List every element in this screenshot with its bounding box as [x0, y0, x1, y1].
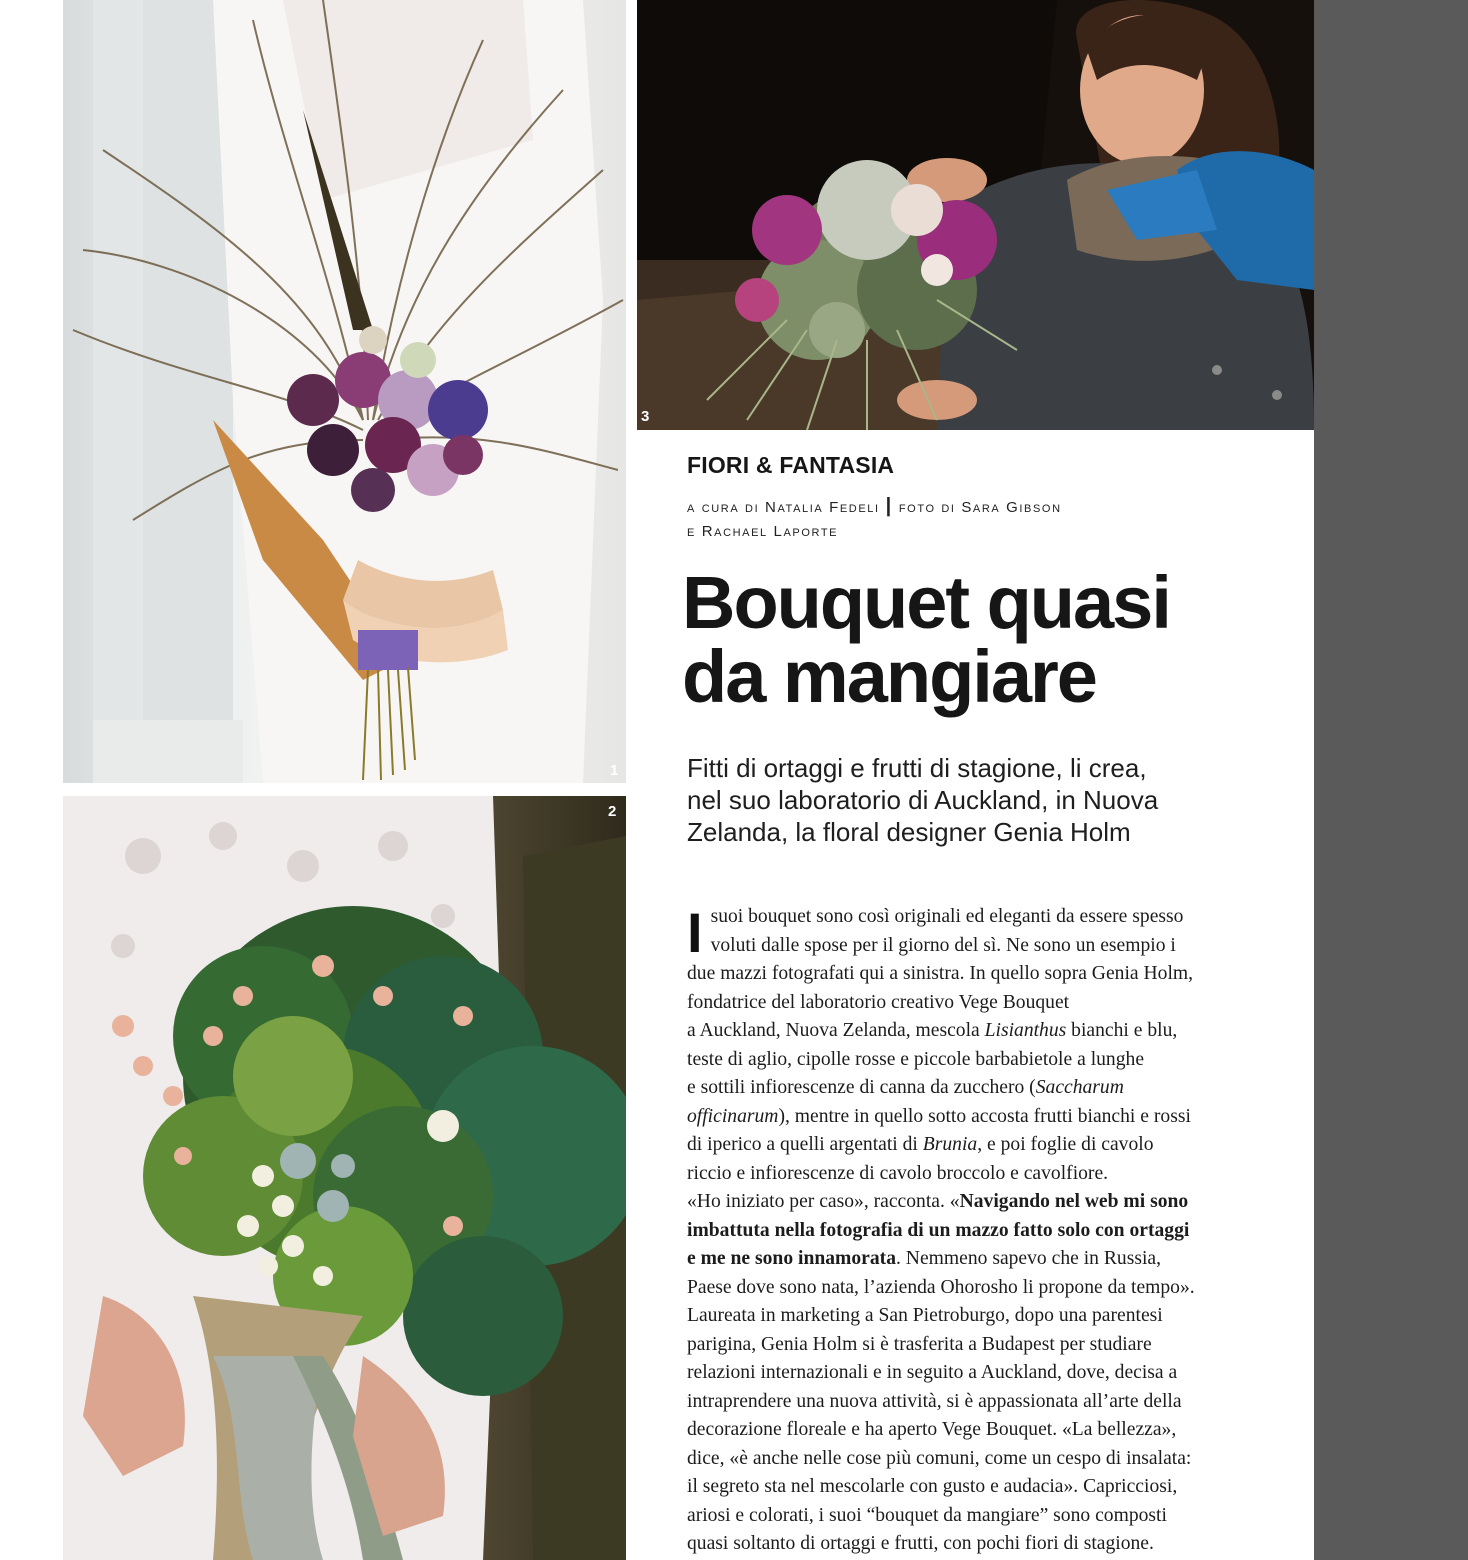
- body-line: suoi bouquet sono così originali ed eleganti da essere spesso: [710, 906, 1184, 927]
- subheading-line-2: nel suo laboratorio di Auckland, in Nuova: [687, 785, 1159, 815]
- photo-number-2: 2: [608, 803, 617, 820]
- body-line: [687, 1188, 1267, 1217]
- quote-highlight: imbattuta nella fotografia di un mazzo fatto solo con ortaggi: [687, 1219, 1190, 1241]
- article-body: [687, 903, 1267, 1559]
- body-line: [687, 1074, 1267, 1103]
- body-line: due mazzi fotografati qui a sinistra. In quello sopra Genia Holm,: [687, 963, 1194, 984]
- body-text-run: , e poi foglie di cavolo: [977, 1134, 1154, 1155]
- page-title-line-2: da mangiare: [682, 635, 1096, 718]
- credits: [687, 494, 1247, 544]
- subheading-line-3: Zelanda, la floral designer Genia Holm: [687, 817, 1131, 847]
- body-line: intraprendere una nuova attività, si è appassionata all’arte della: [687, 1390, 1182, 1412]
- credits-line-1: [687, 494, 1247, 520]
- page-title: [682, 561, 1302, 718]
- body-line: dice, «è anche nelle cose più comuni, come un cespo di insalata:: [687, 1447, 1192, 1469]
- page-margin-bar: [1314, 0, 1468, 1560]
- body-line: teste di aglio, cipolle rosse e piccole barbabietole a lunghe: [687, 1048, 1145, 1070]
- subheading-line-1: Fitti di ortaggi e frutti di stagione, li crea,: [687, 753, 1147, 783]
- photo-number-1: 1: [610, 762, 619, 779]
- body-line: [687, 1131, 1267, 1160]
- credits-separator: |: [885, 495, 893, 517]
- credits-line-2: e Rachael Laporte: [687, 523, 839, 540]
- section-label: FIORI & FANTASIA: [687, 452, 895, 478]
- bouquet-dried-grass-purple-vegetables-photo: [63, 0, 626, 783]
- quote-highlight: Navigando nel web mi sono: [959, 1191, 1189, 1212]
- body-line: decorazione floreale e ha aperto Vege Bouquet. «La bellezza»,: [687, 1419, 1177, 1440]
- species-name: Brunia: [922, 1134, 978, 1155]
- body-line: Paese dove sono nata, l’azienda Ohorosho li propone da tempo».: [687, 1276, 1195, 1298]
- body-line: relazioni internazionali e in seguito a Auckland, dove, decisa a: [687, 1362, 1178, 1383]
- body-text-run: bianchi e blu,: [1066, 1020, 1178, 1041]
- body-line: riccio e infiorescenze di cavolo broccolo e cavolfiore.: [687, 1162, 1109, 1184]
- page-title-line-1: Bouquet quasi: [682, 561, 1170, 644]
- drop-cap: I: [687, 901, 703, 964]
- body-text-run: . Nemmeno sapevo che in Russia,: [896, 1248, 1162, 1269]
- bouquet-kale-berries-photo: [63, 796, 626, 1560]
- species-name: Lisianthus: [984, 1020, 1067, 1041]
- body-line: [687, 1245, 1267, 1274]
- body-text-run: e sottili infiorescenze di canna da zucchero (: [687, 1077, 1036, 1098]
- editor-credit: a cura di Natalia Fedeli: [687, 499, 880, 516]
- body-text-run: di iperico a quelli argentati di: [687, 1134, 923, 1155]
- species-name: officinarum: [687, 1105, 779, 1127]
- photo-credit: foto di Sara Gibson: [898, 499, 1062, 516]
- body-line: fondatrice del laboratorio creativo Vege Bouquet: [687, 991, 1070, 1013]
- body-line: voluti dalle spose per il giorno del sì. Ne sono un esempio i: [710, 934, 1176, 956]
- body-text-run: a Auckland, Nuova Zelanda, mescola: [687, 1020, 985, 1041]
- body-line: Laureata in marketing a San Pietroburgo, dopo una parentesi: [687, 1305, 1163, 1326]
- species-name: Saccharum: [1035, 1077, 1124, 1098]
- body-text-run: ), mentre in quello sotto accosta frutti bianchi e rossi: [778, 1105, 1191, 1127]
- body-text-run: «Ho iniziato per caso», racconta. «: [687, 1191, 960, 1212]
- body-line: [687, 1103, 1267, 1132]
- subheading: [687, 752, 1247, 848]
- woman-arranging-bouquet-photo: [637, 0, 1314, 430]
- body-line: [687, 1217, 1267, 1246]
- body-line: ariosi e colorati, i suoi “bouquet da mangiare” sono composti: [687, 1504, 1167, 1526]
- body-line: [687, 1017, 1267, 1046]
- body-line: parigina, Genia Holm si è trasferita a Budapest per studiare: [687, 1333, 1152, 1355]
- photo-number-3: 3: [641, 408, 650, 425]
- body-line: quasi soltanto di ortaggi e frutti, con pochi fiori di stagione.: [687, 1533, 1154, 1554]
- body-line: il segreto sta nel mescolarle con gusto e audacia». Capricciosi,: [687, 1476, 1178, 1497]
- quote-highlight: e me ne sono innamorata: [687, 1248, 896, 1269]
